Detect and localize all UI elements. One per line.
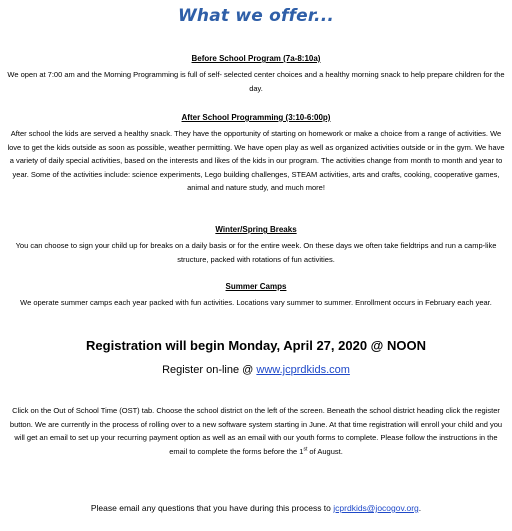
contact-prefix: Please email any questions that you have during this process to	[90, 503, 334, 513]
register-line	[0, 364, 512, 376]
contact-line	[0, 503, 512, 513]
after-school-text: After school the kids are served a healthy snack. They have the opportunity of starting on homework or make a choice from a range of activities. We love to get the kids outside as soon as possible, weather permitting. We have open play as well as organized activities outside or in the gym. We have a variety of daily special activities, based on the interests and likes of the kids in our program. The activities change from month to month and year to year. Some of the activities include: science experiments, Lego building challenges, STEAM activities, arts and crafts, cooking, cooperative games, animal and nature study, and much more!	[7, 129, 505, 192]
summer-text: We operate summer camps each year packed with fun activities. Locations vary summer to summer. Enrollment occurs in February each year.	[20, 298, 492, 307]
page-title: What we offer...	[177, 6, 335, 26]
summer-heading: Summer Camps	[225, 282, 287, 291]
after-school-heading: After School Programming (3:10-6:00p)	[181, 113, 331, 122]
contact-suffix: .	[418, 503, 422, 513]
instructions-main: Click on the Out of School Time (OST) tab. Choose the school district on the left of the screen. Beneath the school district heading click the register button. We are currently in the process of rolling over to a new software system starting in June. At that time registration will enroll your child and you will get an email to set up your recurring payment option as well as an email with our youth forms to complete. Please follow the instructions in the email to complete the forms before the 1	[9, 406, 503, 456]
contact-email-link[interactable]: jcprdkids@jocogov.org	[333, 503, 419, 513]
registration-banner: Registration will begin Monday, April 27, 2020 @ NOON	[86, 338, 426, 353]
breaks-text: You can choose to sign your child up for breaks on a daily basis or for the entire week. On these days we often take fieldtrips and run a camp-like structure, packed with rotations of fun activities.	[15, 241, 497, 264]
breaks-heading: Winter/Spring Breaks	[215, 225, 297, 234]
instructions-superscript: st	[303, 446, 308, 452]
instructions-text	[6, 404, 506, 458]
instructions-end: of August.	[307, 446, 343, 456]
register-prefix: Register on-line @	[162, 364, 257, 376]
register-link[interactable]: www.jcprdkids.com	[256, 364, 350, 376]
before-school-heading: Before School Program (7a-8:10a)	[191, 54, 321, 63]
before-school-text: We open at 7:00 am and the Morning Programming is full of self- selected center choices and a healthy morning snack to help prepare children for the day.	[7, 70, 505, 93]
